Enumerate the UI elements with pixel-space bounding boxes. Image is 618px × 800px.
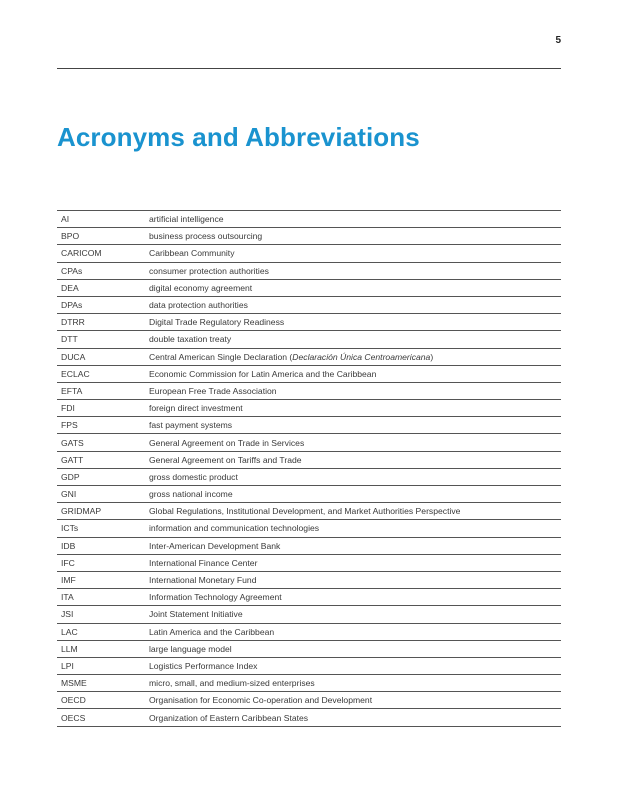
table-row xyxy=(57,675,561,692)
definition-text: gross domestic product xyxy=(149,471,238,482)
table-row xyxy=(57,434,561,451)
acronym-cell: LPI xyxy=(57,657,145,674)
table-row xyxy=(57,554,561,571)
table-row xyxy=(57,657,561,674)
definition-cell xyxy=(145,400,561,417)
table-row xyxy=(57,365,561,382)
table-row xyxy=(57,279,561,296)
acronym-cell: DTRR xyxy=(57,314,145,331)
definition-text: business process outsourcing xyxy=(149,231,263,242)
acronym-cell: GRIDMAP xyxy=(57,503,145,520)
acronym-cell: CPAs xyxy=(57,262,145,279)
definition-suffix-text: ) xyxy=(430,351,434,362)
acronym-table xyxy=(57,210,561,727)
acronym-cell: IDB xyxy=(57,537,145,554)
definition-text: International Monetary Fund xyxy=(149,575,257,586)
table-row xyxy=(57,606,561,623)
definition-text: Caribbean Community xyxy=(149,248,235,259)
acronym-cell: OECS xyxy=(57,709,145,726)
definition-text: gross national income xyxy=(149,489,233,500)
definition-cell xyxy=(145,245,561,262)
acronym-cell: LLM xyxy=(57,640,145,657)
table-row xyxy=(57,348,561,365)
acronym-cell: MSME xyxy=(57,675,145,692)
definition-cell xyxy=(145,468,561,485)
definition-text: Logistics Performance Index xyxy=(149,660,258,671)
acronym-cell: GDP xyxy=(57,468,145,485)
definition-text: artificial intelligence xyxy=(149,214,224,225)
definition-text: Organisation for Economic Co-operation and Development xyxy=(149,695,373,706)
definition-text: Inter-American Development Bank xyxy=(149,540,281,551)
table-row xyxy=(57,296,561,313)
definition-cell xyxy=(145,503,561,520)
definition-text: General Agreement on Tariffs and Trade xyxy=(149,454,302,465)
definition-cell xyxy=(145,675,561,692)
definition-cell xyxy=(145,657,561,674)
table-row xyxy=(57,417,561,434)
table-row xyxy=(57,245,561,262)
definition-cell xyxy=(145,554,561,571)
definition-text: Latin America and the Caribbean xyxy=(149,626,275,637)
acronym-cell: ICTs xyxy=(57,520,145,537)
table-row xyxy=(57,503,561,520)
acronym-cell: OECD xyxy=(57,692,145,709)
definition-cell xyxy=(145,279,561,296)
acronym-cell: LAC xyxy=(57,623,145,640)
table-row xyxy=(57,709,561,726)
definition-text: information and communication technologies xyxy=(149,523,320,534)
definition-italic-text: Declaración Única Centroamericana xyxy=(292,351,431,362)
acronym-cell: EFTA xyxy=(57,382,145,399)
definition-cell xyxy=(145,709,561,726)
definition-text: Economic Commission for Latin America and the Caribbean xyxy=(149,368,377,379)
definition-cell xyxy=(145,228,561,245)
definition-cell xyxy=(145,520,561,537)
definition-text: General Agreement on Trade in Services xyxy=(149,437,305,448)
definition-cell xyxy=(145,692,561,709)
table-row xyxy=(57,314,561,331)
definition-cell xyxy=(145,640,561,657)
table-row xyxy=(57,692,561,709)
definition-text: data protection authorities xyxy=(149,300,248,311)
definition-cell xyxy=(145,331,561,348)
table-row xyxy=(57,640,561,657)
acronym-cell: IFC xyxy=(57,554,145,571)
definition-text: consumer protection authorities xyxy=(149,265,269,276)
definition-text: Joint Statement Initiative xyxy=(149,609,243,620)
definition-cell xyxy=(145,486,561,503)
definition-cell xyxy=(145,623,561,640)
table-row xyxy=(57,623,561,640)
table-row xyxy=(57,520,561,537)
acronym-cell: ECLAC xyxy=(57,365,145,382)
table-row xyxy=(57,451,561,468)
definition-cell xyxy=(145,314,561,331)
table-row xyxy=(57,589,561,606)
definition-cell xyxy=(145,589,561,606)
page-number: 5 xyxy=(555,35,561,46)
definition-text: foreign direct investment xyxy=(149,403,243,414)
definition-text: digital economy agreement xyxy=(149,282,253,293)
table-row xyxy=(57,571,561,588)
definition-text: Digital Trade Regulatory Readiness xyxy=(149,317,285,328)
table-row xyxy=(57,468,561,485)
acronym-cell: GATT xyxy=(57,451,145,468)
table-row xyxy=(57,228,561,245)
definition-cell xyxy=(145,382,561,399)
definition-text: fast payment systems xyxy=(149,420,233,431)
definition-text: European Free Trade Association xyxy=(149,385,277,396)
definition-text: double taxation treaty xyxy=(149,334,232,345)
definition-cell xyxy=(145,571,561,588)
page-title: Acronyms and Abbreviations xyxy=(57,122,420,152)
acronym-cell: FDI xyxy=(57,400,145,417)
table-row xyxy=(57,537,561,554)
acronym-cell: CARICOM xyxy=(57,245,145,262)
acronym-cell: AI xyxy=(57,211,145,228)
table-row xyxy=(57,400,561,417)
definition-cell xyxy=(145,434,561,451)
acronym-cell: IMF xyxy=(57,571,145,588)
acronym-cell: GATS xyxy=(57,434,145,451)
definition-text: large language model xyxy=(149,643,232,654)
definition-cell xyxy=(145,296,561,313)
table-row xyxy=(57,262,561,279)
definition-text: micro, small, and medium-sized enterprises xyxy=(149,678,315,689)
acronym-cell: BPO xyxy=(57,228,145,245)
definition-text: Global Regulations, Institutional Development, and Market Authorities Perspective xyxy=(149,506,461,517)
definition-cell xyxy=(145,606,561,623)
table-row xyxy=(57,331,561,348)
acronym-cell: FPS xyxy=(57,417,145,434)
acronym-cell: DUCA xyxy=(57,348,145,365)
definition-cell xyxy=(145,211,561,228)
definition-cell xyxy=(145,348,561,365)
definition-text: International Finance Center xyxy=(149,557,258,568)
definition-cell xyxy=(145,262,561,279)
table-row xyxy=(57,211,561,228)
acronym-cell: ITA xyxy=(57,589,145,606)
definition-text: Information Technology Agreement xyxy=(149,592,282,603)
acronym-cell: JSI xyxy=(57,606,145,623)
definition-cell xyxy=(145,537,561,554)
acronym-cell: DEA xyxy=(57,279,145,296)
definition-cell xyxy=(145,451,561,468)
definition-text: Central American Single Declaration ( xyxy=(149,351,293,362)
acronym-table-body xyxy=(57,211,561,727)
acronym-cell: DPAs xyxy=(57,296,145,313)
acronym-cell: GNI xyxy=(57,486,145,503)
definition-cell xyxy=(145,417,561,434)
definition-cell xyxy=(145,365,561,382)
definition-text: Organization of Eastern Caribbean States xyxy=(149,712,309,723)
table-row xyxy=(57,382,561,399)
table-row xyxy=(57,486,561,503)
acronym-cell: DTT xyxy=(57,331,145,348)
header-rule xyxy=(57,68,561,69)
